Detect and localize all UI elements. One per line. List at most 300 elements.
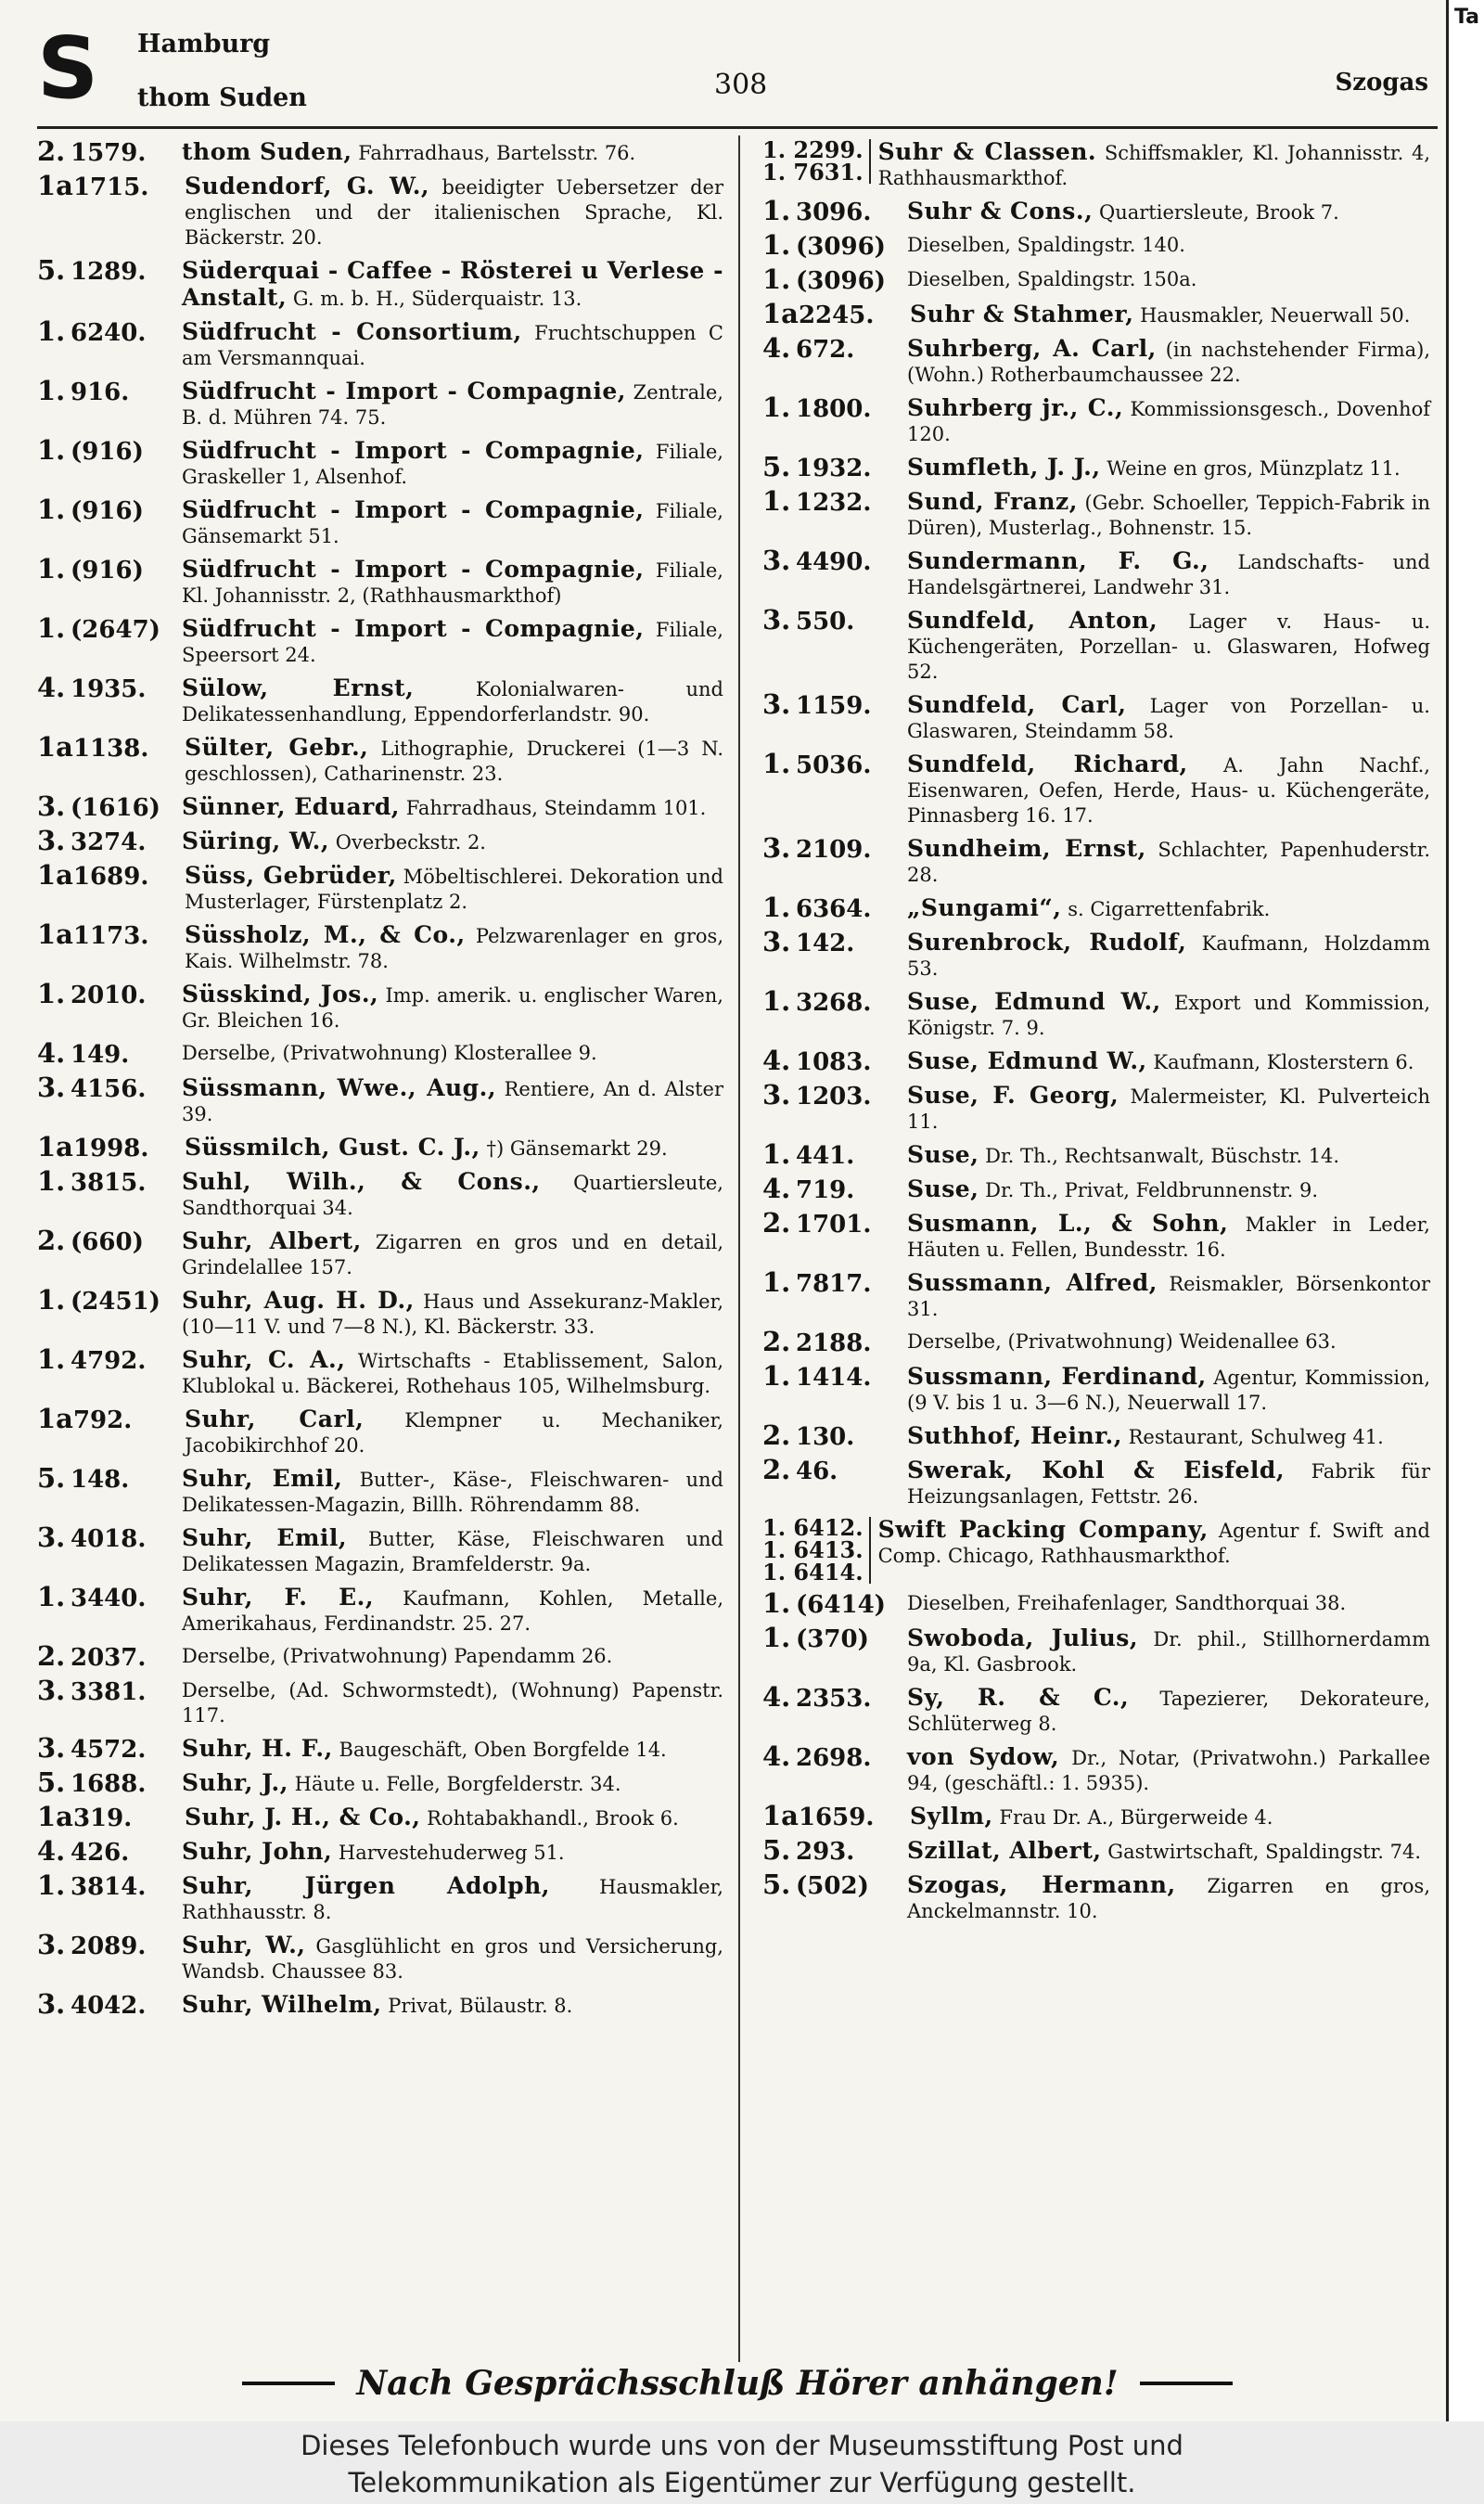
phone-number: (916): [70, 438, 144, 466]
entry-text: [182, 258, 723, 312]
phone-number: (502): [796, 1872, 869, 1900]
subscriber-details: Derselbe, (Privatwohnung) Papendamm 26.: [182, 1645, 613, 1667]
phone-number: (6414): [796, 1591, 886, 1619]
subscriber-details: Baugeschäft, Oben Borgfelde 14.: [339, 1739, 667, 1761]
phone-code: [37, 1522, 173, 1553]
entry-text: [907, 989, 1430, 1041]
list-item: [762, 1834, 1430, 1866]
phone-code: [762, 604, 898, 636]
subscriber-details: G. m. b. H., Süderquaistr. 13.: [292, 288, 582, 310]
subscriber-details: Kaufmann, Klosterstern 6.: [1153, 1051, 1414, 1073]
phone-number: 1689.: [72, 863, 149, 891]
phone-code: [37, 978, 173, 1009]
list-item: [762, 1138, 1430, 1170]
phone-number: 792.: [72, 1406, 133, 1434]
phone-code: [37, 553, 173, 584]
list-item: [37, 1343, 723, 1399]
entry-text: [185, 1406, 723, 1458]
subscriber-details: Filiale, Gänsemarkt 51.: [182, 500, 723, 547]
phone-code: [762, 1681, 898, 1713]
list-item: [762, 1868, 1430, 1924]
phone-number: 46.: [796, 1457, 838, 1485]
subscriber-details: Rohtabakhandl., Brook 6.: [427, 1807, 679, 1830]
entry-text: [907, 1685, 1430, 1737]
phone-number: 4792.: [70, 1347, 147, 1375]
adjacent-page-edge: [1446, 0, 1484, 2421]
phone-number: 2109.: [796, 836, 872, 864]
entry-text: [182, 794, 723, 821]
subscriber-details: Klempner u. Mechaniker, Jacobikirchhof 20.: [184, 1409, 723, 1457]
subscriber-name: Sundermann, F. G.,: [907, 547, 1209, 574]
phone-number: (916): [70, 557, 144, 584]
phone-number: (2647): [70, 616, 160, 644]
subscriber-details: Weine en gros, Münzplatz 11.: [1107, 457, 1401, 480]
exchange-group: 1a: [37, 1801, 73, 1832]
subscriber-details: Derselbe, (Ad. Schwormstedt), (Wohnung) Papenstr. 117.: [182, 1679, 723, 1727]
exchange-group: 2.: [37, 1640, 66, 1672]
entry-text: [907, 233, 1430, 258]
phone-code: [37, 170, 175, 201]
phone-number: 1800.: [796, 395, 872, 423]
phone-code: [762, 1800, 901, 1831]
phone-code: [762, 1834, 898, 1866]
phone-number: 1932.: [796, 455, 872, 482]
subscriber-name: Suhr, F. E.,: [182, 1584, 375, 1611]
subscriber-name: Suhr, Aug. H. D.,: [182, 1287, 415, 1314]
list-item: [762, 688, 1430, 744]
entry-text: [182, 616, 723, 668]
entry-text: [907, 1872, 1430, 1924]
list-item: [37, 1581, 723, 1637]
phone-code: [37, 918, 175, 950]
exchange-group: 5.: [762, 1868, 791, 1900]
subscriber-details: Möbeltischlerei. Dekoration und Musterlager, Fürstenplatz 2.: [184, 866, 723, 913]
subscriber-name: Suhr, John,: [182, 1838, 333, 1865]
entry-text: [182, 1466, 723, 1518]
list-item: [762, 1079, 1430, 1135]
list-item: [37, 1072, 724, 1127]
subscriber-details: Kaufmann, Kohlen, Metalle, Amerikahaus, Ferdinandstr. 25. 27.: [182, 1587, 723, 1635]
exchange-group: 1.: [37, 1869, 66, 1901]
entry-text: [907, 1591, 1430, 1616]
subscriber-details: Häute u. Felle, Borgfelderstr. 34.: [294, 1773, 621, 1795]
phone-number: 2245.: [798, 302, 875, 329]
list-item: [37, 375, 723, 430]
subscriber-name: Swift Packing Company,: [877, 1516, 1209, 1543]
subscriber-details: Wirtschafts - Etablissement, Salon, Klublokal u. Bäckerei, Rothehaus 105, Wilhelmsburg.: [182, 1350, 723, 1397]
subscriber-details: Dr., Notar, (Privatwohn.) Parkallee 94, (geschäftl.: 1. 5935).: [907, 1747, 1430, 1794]
phone-code: [37, 1869, 173, 1901]
subscriber-details: Malermeister, Kl. Pulverteich 11.: [907, 1085, 1430, 1133]
subscriber-details: Derselbe, (Privatwohnung) Weidenallee 63.: [907, 1330, 1337, 1353]
subscriber-name: Suhr, H. F.,: [182, 1735, 333, 1762]
exchange-group: 1.: [762, 1360, 791, 1392]
subscriber-details: A. Jahn Nachf., Eisenwaren, Oefen, Herde, Haus- u. Küchengeräte, Pinnasberg 16. 17.: [907, 754, 1430, 827]
archive-notice: [0, 2421, 1484, 2504]
phone-code: [37, 731, 175, 763]
subscriber-name: Suhr, Emil,: [182, 1465, 343, 1492]
phone-code: [37, 434, 173, 466]
phone-code: [37, 1037, 173, 1069]
column-divider: [738, 135, 740, 2362]
subscriber-details: Haus und Assekuranz-Makler, (10—11 V. und 7—8 N.), Kl. Bäckerstr. 33.: [182, 1291, 723, 1338]
subscriber-name: Südfrucht - Consortium,: [182, 318, 522, 345]
exchange-group: 1.: [762, 892, 791, 923]
exchange-group: 4.: [37, 1037, 66, 1069]
phone-number: 3096.: [796, 199, 872, 226]
exchange-group: 4.: [762, 1173, 791, 1204]
subscriber-name: Sundfeld, Carl,: [907, 691, 1127, 718]
footer-slogan: [37, 2364, 1438, 2403]
entry-text: [182, 1585, 723, 1637]
right-column: [762, 136, 1431, 1932]
exchange-group: 1a: [37, 859, 73, 891]
subscriber-details: Lithographie, Druckerei (1—3 N. geschlossen), Catharinenstr. 23.: [184, 738, 724, 785]
subscriber-details: Lager von Porzellan- u. Glaswaren, Steindamm 58.: [907, 695, 1430, 742]
subscriber-name: Suhr, W.,: [182, 1932, 306, 1958]
exchange-group: 4.: [37, 1835, 66, 1867]
list-item: [37, 790, 723, 822]
subscriber-details: Fahrradhaus, Bartelsstr. 76.: [358, 142, 636, 164]
phone-number: 1659.: [798, 1804, 875, 1831]
phone-number: 142.: [796, 930, 855, 957]
subscriber-name: Suse, F. Georg,: [907, 1082, 1119, 1109]
list-item: [37, 1403, 723, 1458]
subscriber-name: Szillat, Albert,: [907, 1837, 1102, 1864]
subscriber-details: (Gebr. Schoeller, Teppich-Fabrik in Düren), Musterlag., Bohnenstr. 15.: [907, 492, 1430, 539]
list-item: [762, 1514, 1430, 1586]
phone-number: 1159.: [796, 692, 872, 720]
list-item: [37, 170, 724, 250]
entry-text: [910, 302, 1430, 328]
subscriber-details: Frau Dr. A., Bürgerweide 4.: [999, 1806, 1273, 1829]
phone-number: 3815.: [70, 1169, 147, 1197]
exchange-group: 1a: [37, 1131, 73, 1162]
section-letter: S: [37, 19, 99, 118]
list-item: [762, 136, 1430, 191]
subscriber-details: Butter-, Käse-, Fleischwaren- und Delikatessen-Magazin, Billh. Röhrendamm 88.: [182, 1469, 723, 1516]
exchange-group: 3.: [762, 688, 791, 720]
phone-code: [37, 1929, 173, 1960]
list-item: [37, 1766, 723, 1798]
list-item: [762, 1173, 1430, 1204]
exchange-group: 3.: [37, 1988, 66, 2020]
phone-number: 672.: [796, 336, 855, 364]
exchange-group: 1.: [762, 229, 791, 261]
exchange-group: 5.: [762, 451, 791, 482]
subscriber-name: Susmann, L., & Sohn,: [907, 1210, 1229, 1237]
phone-code: [37, 1225, 173, 1256]
phone-number: 6364.: [796, 895, 872, 923]
exchange-group: 3.: [37, 1072, 66, 1103]
list-item: [37, 1640, 723, 1672]
subscriber-name: Sudendorf, G. W.,: [184, 173, 430, 199]
exchange-group: 2.: [37, 1225, 66, 1256]
list-item: [37, 612, 723, 668]
exchange-group: 1.: [762, 485, 791, 517]
exchange-group: 4.: [762, 1740, 791, 1772]
phone-code: [37, 790, 173, 822]
subscriber-details: Dr. Th., Privat, Feldbrunnenstr. 9.: [985, 1179, 1318, 1201]
phone-code: [37, 1675, 173, 1706]
subscriber-name: Suhr, C. A.,: [182, 1346, 346, 1373]
subscriber-name: Suhr, Albert,: [182, 1227, 362, 1254]
subscriber-details: Restaurant, Schulweg 41.: [1128, 1426, 1384, 1448]
entry-text: [182, 497, 723, 549]
list-item: [762, 332, 1431, 388]
phone-code: [37, 1403, 175, 1434]
list-item: [37, 1522, 723, 1577]
phone-number: 1173.: [72, 922, 149, 950]
phone-code: [762, 332, 898, 364]
exchange-group: 1.: [37, 1343, 66, 1375]
subscriber-name: Suhr, Carl,: [184, 1406, 365, 1432]
phone-code-group: [762, 1514, 871, 1586]
subscriber-name: Sünner, Eduard,: [182, 793, 401, 820]
phone-code: [37, 135, 173, 167]
phone-code: 1. 7631.: [762, 159, 864, 186]
list-item: [762, 298, 1430, 329]
phone-code: [762, 1326, 898, 1357]
phone-number: 2010.: [70, 982, 147, 1009]
entry-text: [182, 319, 723, 371]
list-item: [762, 1266, 1430, 1322]
entry-text: [182, 438, 723, 490]
list-item: [762, 926, 1430, 982]
phone-code: [762, 263, 898, 295]
exchange-group: 1.: [37, 1581, 66, 1612]
entry-text: [907, 1838, 1430, 1865]
header-last-entry: Szogas: [1335, 69, 1428, 96]
entry-text: [182, 1873, 723, 1925]
list-item: [37, 434, 723, 490]
subscriber-details: Tapezierer, Dekorateure, Schlüterweg 8.: [907, 1688, 1430, 1735]
subscriber-details: Zentrale, B. d. Mühren 74. 75.: [182, 381, 723, 429]
phone-number: (1616): [70, 794, 160, 822]
exchange-group: 1a: [762, 298, 799, 329]
phone-number: (3096): [796, 233, 886, 261]
list-item: [37, 1801, 723, 1832]
exchange-group: 5.: [37, 1462, 66, 1494]
subscriber-details: Dieselben, Spaldingstr. 150a.: [907, 268, 1197, 290]
subscriber-name: Suse, Edmund W.,: [907, 1047, 1147, 1074]
page-header: [37, 20, 1428, 122]
phone-number: 4018.: [70, 1525, 147, 1553]
phone-code: [37, 1988, 173, 2020]
list-item: [762, 1740, 1430, 1796]
phone-code: [37, 1766, 173, 1798]
exchange-group: 3.: [762, 545, 791, 576]
phone-code: [762, 748, 898, 779]
exchange-group: 1.: [762, 1266, 791, 1298]
phone-code: [762, 926, 898, 957]
entry-text: [907, 199, 1430, 225]
list-item: [762, 485, 1430, 541]
subscriber-name: Südfrucht - Import - Compagnie,: [182, 615, 645, 642]
phone-number: 5036.: [796, 751, 872, 779]
phone-code: [37, 1165, 173, 1197]
subscriber-details: Pelzwarenlager en gros, Kais. Wilhelmstr. 78.: [184, 925, 723, 972]
subscriber-details: Privat, Bülaustr. 8.: [388, 1995, 573, 2017]
subscriber-name: Suse,: [907, 1175, 979, 1202]
phone-code: [762, 451, 898, 482]
exchange-group: 1a: [37, 170, 73, 201]
exchange-group: 3.: [762, 604, 791, 636]
phone-code: [37, 315, 173, 347]
list-item: [37, 1675, 723, 1728]
list-item: [762, 1622, 1430, 1677]
phone-code: [37, 1343, 173, 1375]
exchange-group: 3.: [37, 1732, 66, 1764]
entry-text: [182, 1770, 723, 1797]
subscriber-name: Sundfeld, Anton,: [907, 607, 1158, 634]
phone-code: 1. 6414.: [762, 1559, 864, 1586]
exchange-group: 3.: [37, 1929, 66, 1960]
phone-number: 3274.: [70, 828, 147, 856]
subscriber-details: Quartiersleute, Sandthorquai 34.: [182, 1172, 723, 1219]
subscriber-details: beeidigter Uebersetzer der englischen und der italienischen Sprache, Kl. Bäckerstr. 20.: [184, 176, 724, 249]
phone-number: 426.: [70, 1839, 130, 1867]
header-city: Hamburg: [137, 30, 271, 58]
archive-notice-line-1: Dieses Telefonbuch wurde uns von der Museumsstiftung Post und: [301, 2430, 1183, 2461]
subscriber-name: Suhr & Classen.: [877, 138, 1097, 165]
phone-number: 3440.: [70, 1585, 147, 1612]
subscriber-name: Suhr & Stahmer,: [909, 301, 1134, 327]
phone-code-group: [762, 136, 871, 186]
list-item: [762, 451, 1430, 482]
entry-text: [907, 608, 1430, 685]
subscriber-details: Schiffsmakler, Kl. Johannisstr. 4, Rathhausmarkthof.: [877, 142, 1430, 189]
subscriber-name: Suhl, Wilh., & Cons.,: [182, 1168, 541, 1195]
subscriber-details: Kommissionsgesch., Dovenhof 120.: [907, 398, 1430, 445]
phone-number: 7817.: [796, 1270, 872, 1298]
entry-text: [185, 173, 723, 250]
list-item: [37, 135, 723, 167]
subscriber-details: Imp. amerik. u. englischer Waren, Gr. Bleichen 16.: [182, 984, 723, 1032]
exchange-group: 1.: [37, 1165, 66, 1197]
subscriber-details: Filiale, Speersort 24.: [182, 619, 723, 666]
subscriber-name: Swoboda, Julius,: [907, 1624, 1139, 1651]
phone-code: [37, 1732, 173, 1764]
subscriber-name: Swerak, Kohl & Eisfeld,: [907, 1457, 1286, 1483]
subscriber-name: Sund, Franz,: [907, 488, 1078, 515]
entry-text: [182, 1347, 723, 1399]
subscriber-name: Sundfeld, Richard,: [907, 751, 1188, 777]
phone-code: [762, 688, 898, 720]
phone-number: 6240.: [70, 319, 147, 347]
list-item: [37, 1988, 723, 2020]
phone-code: [762, 832, 898, 864]
entry-text: [182, 1678, 723, 1728]
phone-number: 441.: [796, 1142, 855, 1170]
list-item: [762, 832, 1430, 888]
entry-text: [182, 1933, 723, 1984]
exchange-group: 1.: [37, 978, 66, 1009]
entry-text: [182, 1075, 723, 1127]
phone-number: 2353.: [796, 1685, 872, 1713]
list-item: [37, 1462, 723, 1518]
list-item: [37, 1732, 723, 1764]
subscriber-details: Gasglühlicht en gros und Versicherung, Wandsb. Chaussee 83.: [182, 1935, 723, 1983]
entry-text: [878, 1517, 1430, 1569]
phone-code: [37, 1131, 175, 1162]
phone-number: 148.: [70, 1466, 130, 1494]
phone-code: [37, 1072, 173, 1103]
subscriber-name: Südfrucht - Import - Compagnie,: [182, 556, 645, 583]
subscriber-name: Süssmann, Wwe., Aug.,: [182, 1074, 497, 1101]
subscriber-name: Suhr, J.,: [182, 1769, 288, 1796]
exchange-group: 2.: [762, 1326, 791, 1357]
phone-number: (370): [796, 1625, 869, 1653]
phone-code: 1. 6413.: [762, 1536, 864, 1563]
phone-number: (3096): [796, 267, 886, 295]
subscriber-name: Suhr, Wilhelm,: [182, 1991, 382, 2018]
subscriber-details: (in nachstehender Firma), (Wohn.) Rotherbaumchaussee 22.: [907, 339, 1431, 386]
subscriber-details: Hausmakler, Neuerwall 50.: [1140, 304, 1411, 327]
phone-number: 149.: [70, 1041, 130, 1069]
list-item: [762, 229, 1430, 261]
subscriber-name: Syllm,: [909, 1803, 993, 1830]
entry-text: [907, 1329, 1430, 1355]
exchange-group: 3.: [37, 825, 66, 856]
subscriber-details: Dr. Th., Rechtsanwalt, Büschstr. 14.: [985, 1145, 1340, 1167]
subscriber-details: Derselbe, (Privatwohnung) Klosterallee 9.: [182, 1042, 597, 1064]
list-item: [37, 494, 723, 549]
phone-code: [762, 985, 898, 1017]
page-number: 308: [714, 69, 768, 101]
subscriber-name: „Sungami“,: [907, 894, 1062, 921]
entry-text: [878, 139, 1430, 191]
subscriber-details: Quartiersleute, Brook 7.: [1098, 201, 1339, 224]
subscriber-name: Sumfleth, J. J.,: [907, 454, 1101, 481]
list-item: [762, 1045, 1430, 1076]
phone-code: [762, 1207, 898, 1239]
entry-text: [907, 548, 1430, 600]
phone-code: [762, 1138, 898, 1170]
exchange-group: 3.: [762, 926, 791, 957]
subscriber-name: Südfrucht - Import - Compagnie,: [182, 378, 627, 404]
subscriber-details: Zigarren en gros, Anckelmannstr. 10.: [907, 1875, 1430, 1922]
phone-code: [37, 1284, 173, 1316]
exchange-group: 1a: [37, 1403, 73, 1434]
exchange-group: 1a: [37, 731, 73, 763]
phone-number: 1998.: [72, 1135, 149, 1162]
subscriber-name: Suse, Edmund W.,: [907, 988, 1161, 1015]
entry-text: [907, 1457, 1430, 1509]
exchange-group: 1.: [762, 1622, 791, 1653]
phone-number: 319.: [72, 1804, 133, 1832]
entry-text: [182, 675, 723, 727]
phone-number: 1083.: [796, 1048, 872, 1076]
exchange-group: 1.: [37, 315, 66, 347]
subscriber-details: Harvestehuderweg 51.: [338, 1842, 565, 1864]
entry-text: [907, 751, 1430, 828]
subscriber-details: Dr. phil., Stillhornerdamm 9a, Kl. Gasbrook.: [907, 1628, 1430, 1676]
subscriber-details: Butter, Käse, Fleischwaren und Delikatessen Magazin, Bramfelderstr. 9a.: [182, 1528, 723, 1575]
phone-code: [37, 1581, 173, 1612]
entry-text: [182, 828, 723, 855]
phone-code: [762, 1419, 898, 1451]
exchange-group: 3.: [37, 790, 66, 822]
entry-text: [910, 1804, 1430, 1830]
list-item: [762, 1419, 1430, 1451]
exchange-group: 2.: [762, 1419, 791, 1451]
subscriber-name: Süssmilch, Gust. C. J.,: [184, 1134, 480, 1161]
phone-number: 3268.: [796, 989, 872, 1017]
list-item: [37, 918, 723, 974]
subscriber-name: Suhr, J. H., & Co.,: [184, 1804, 421, 1830]
list-item: [762, 195, 1430, 226]
